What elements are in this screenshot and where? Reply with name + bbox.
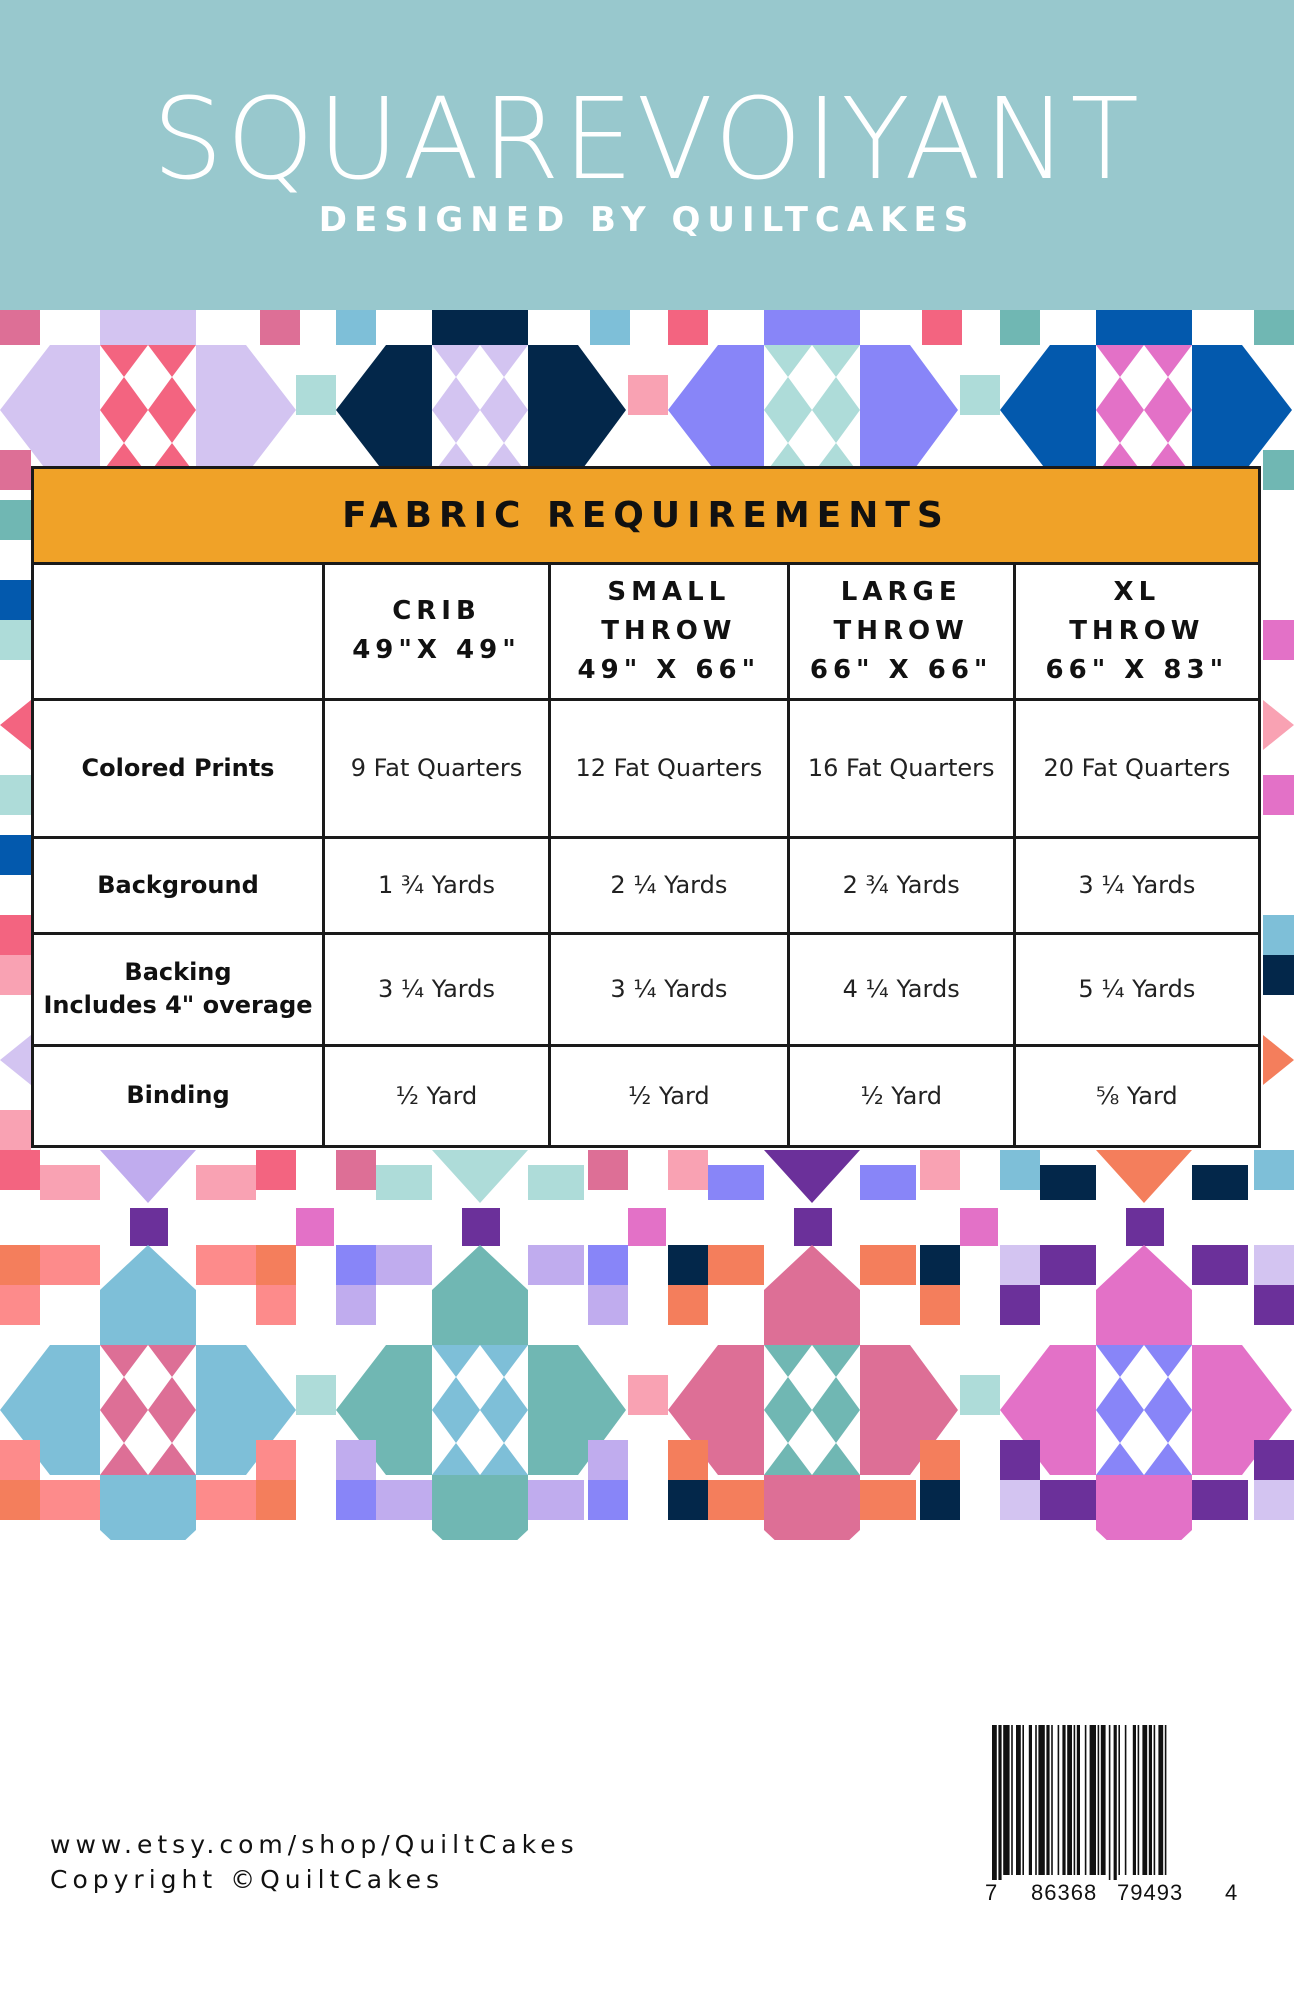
column-header-small-throw: [549, 565, 788, 699]
barcode-bars: [980, 1725, 1240, 1880]
table-cell: 3 ¼ Yards: [1014, 837, 1258, 933]
barcode-check-digit: 4: [1225, 1880, 1238, 1905]
table-cell: ⅝ Yard: [1014, 1045, 1258, 1145]
row-label-backing: [34, 933, 323, 1045]
table-cell: 12 Fat Quarters: [549, 699, 788, 837]
table-cell: 16 Fat Quarters: [788, 699, 1014, 837]
table-cell: 20 Fat Quarters: [1014, 699, 1258, 837]
table-cell: 3 ¼ Yards: [323, 933, 549, 1045]
pattern-title: SQUAREVOIYANT: [152, 75, 1142, 205]
designer-subtitle: DESIGNED BY QUILTCAKES: [318, 200, 976, 240]
row-label-binding: Binding: [34, 1045, 323, 1145]
column-header-crib: [323, 565, 549, 699]
quilt-block-row-top: [0, 310, 1294, 475]
table-cell: 2 ¾ Yards: [788, 837, 1014, 933]
column-label: LARGE: [840, 576, 962, 607]
table-cell: ½ Yard: [788, 1045, 1014, 1145]
column-size: 66" X 83": [1045, 654, 1229, 685]
column-header-xl-throw: [1014, 565, 1258, 699]
row-label-colored-prints: Colored Prints: [34, 699, 323, 837]
header-banner: [0, 0, 1294, 310]
copyright-notice: Copyright ©QuiltCakes: [50, 1865, 445, 1894]
column-size: 49"X 49": [352, 635, 521, 666]
row-label-note: Includes 4" overage: [43, 991, 313, 1019]
table-row: [34, 837, 1258, 933]
table-cell: ½ Yard: [549, 1045, 788, 1145]
shop-url: www.etsy.com/shop/QuiltCakes: [50, 1830, 579, 1859]
barcode: [980, 1725, 1240, 1905]
column-label: THROW: [1069, 615, 1205, 646]
barcode-right-digits: 79493: [1117, 1880, 1184, 1905]
row-label-text: Backing: [124, 958, 232, 986]
table-row: [34, 933, 1258, 1045]
table-cell: 3 ¼ Yards: [549, 933, 788, 1045]
column-label: CRIB: [392, 596, 481, 627]
column-label: SMALL: [607, 576, 731, 607]
column-size: 66" X 66": [809, 654, 993, 685]
table-cell: 4 ¼ Yards: [788, 933, 1014, 1045]
header-empty-cell: [34, 565, 323, 699]
quilt-block-row-bottom: [0, 1150, 1294, 1540]
column-label: XL: [1113, 576, 1161, 607]
barcode-first-digit: 7: [985, 1880, 998, 1905]
column-header-large-throw: [788, 565, 1014, 699]
table-row: [34, 699, 1258, 837]
table-cell: 9 Fat Quarters: [323, 699, 549, 837]
table-cell: 2 ¼ Yards: [549, 837, 788, 933]
table-row: [34, 1045, 1258, 1145]
column-label: THROW: [833, 615, 969, 646]
barcode-left-digits: 86368: [1031, 1880, 1098, 1905]
row-label-background: Background: [34, 837, 323, 933]
column-label: THROW: [601, 615, 737, 646]
table-title: FABRIC REQUIREMENTS: [34, 469, 1258, 565]
table-cell: ½ Yard: [323, 1045, 549, 1145]
table-cell: 5 ¼ Yards: [1014, 933, 1258, 1045]
fabric-requirements-table: [31, 466, 1261, 1148]
table-cell: 1 ¾ Yards: [323, 837, 549, 933]
column-size: 49" X 66": [577, 654, 761, 685]
